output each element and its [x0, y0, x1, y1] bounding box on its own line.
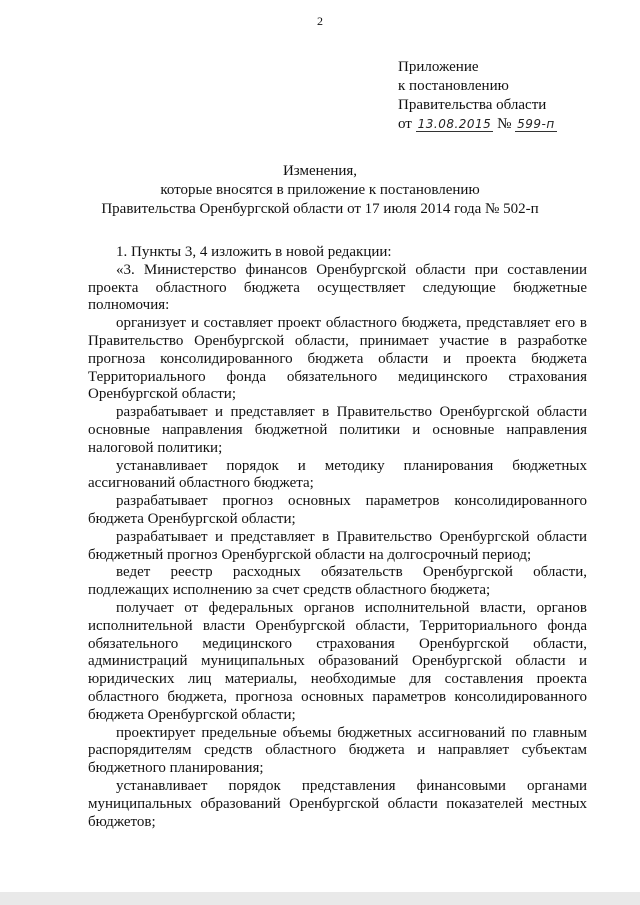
paragraph: устанавливает порядок представления финансовыми органами муниципальных образований Оренбургской области показателей местных бюджетов;	[88, 777, 587, 830]
paragraph: разрабатывает и представляет в Правительство Оренбургской области основные направления бюджетной политики и основные направления налоговой политики;	[88, 404, 587, 456]
paragraph: получает от федеральных органов исполнительной власти, органов исполнительной власти Оренбургской области, Территориального фонда обязательного медицинского страхования Оренбургской области, администраций муниципальных образований Оренбургской области и юридических лиц материалы, необходимые для составления проекта областного бюджета, прогноза основных параметров консолидированного бюджета Оренбургской области;	[88, 599, 587, 723]
heading-line-1: Изменения,	[282, 163, 358, 179]
paragraph: устанавливает порядок и методику планирования бюджетных ассигнований областного бюджета;	[88, 457, 587, 492]
paragraph: ведет реестр расходных обязательств Оренбургской области, подлежащих исполнению за счет средств областного бюджета;	[88, 564, 587, 599]
document-heading	[0, 162, 640, 219]
page-number: 2	[317, 14, 323, 28]
paragraph: организует и составляет проект областного бюджета, представляет его в Правительство Оренбургской области, принимает участие в разработке прогноза консолидированного бюджета области и проекта бюджета Территориального фонда обязательного медицинского страхования Оренбургской области;	[88, 315, 587, 403]
heading-line-2: которые вносятся в приложение к постановлению	[160, 182, 480, 198]
paragraph: разрабатывает и представляет в Правительство Оренбургской области бюджетный прогноз Оренбургской области на долгосрочный период;	[88, 528, 587, 563]
date-prefix: от	[398, 116, 412, 132]
document-body	[88, 244, 587, 831]
paragraph: 1. Пункты 3, 4 изложить в новой редакции:	[116, 244, 392, 260]
heading-line-3: Правительства Оренбургской области от 17 июля 2014 года № 502-п	[101, 201, 539, 217]
appendix-date-line	[398, 115, 557, 134]
paragraph: «3. Министерство финансов Оренбургской области при составлении проекта областного бюджета осуществляет следующие бюджетные полномочия:	[88, 261, 587, 314]
number-sign: №	[497, 116, 512, 132]
appendix-line-1: Приложение	[398, 59, 479, 75]
appendix-block	[398, 58, 557, 134]
paragraph: проектирует предельные объемы бюджетных ассигнований по главным распорядителям средств областного бюджета и направляет субъектам бюджетного планирования;	[88, 724, 587, 777]
paragraph: разрабатывает прогноз основных параметров консолидированного бюджета Оренбургской области;	[88, 493, 587, 527]
handwritten-number: 599-п	[517, 117, 555, 131]
appendix-line-2: к постановлению	[398, 78, 509, 94]
scan-edge	[0, 892, 640, 905]
handwritten-date: 13.08.2015	[417, 117, 492, 131]
appendix-line-3: Правительства области	[398, 97, 547, 113]
